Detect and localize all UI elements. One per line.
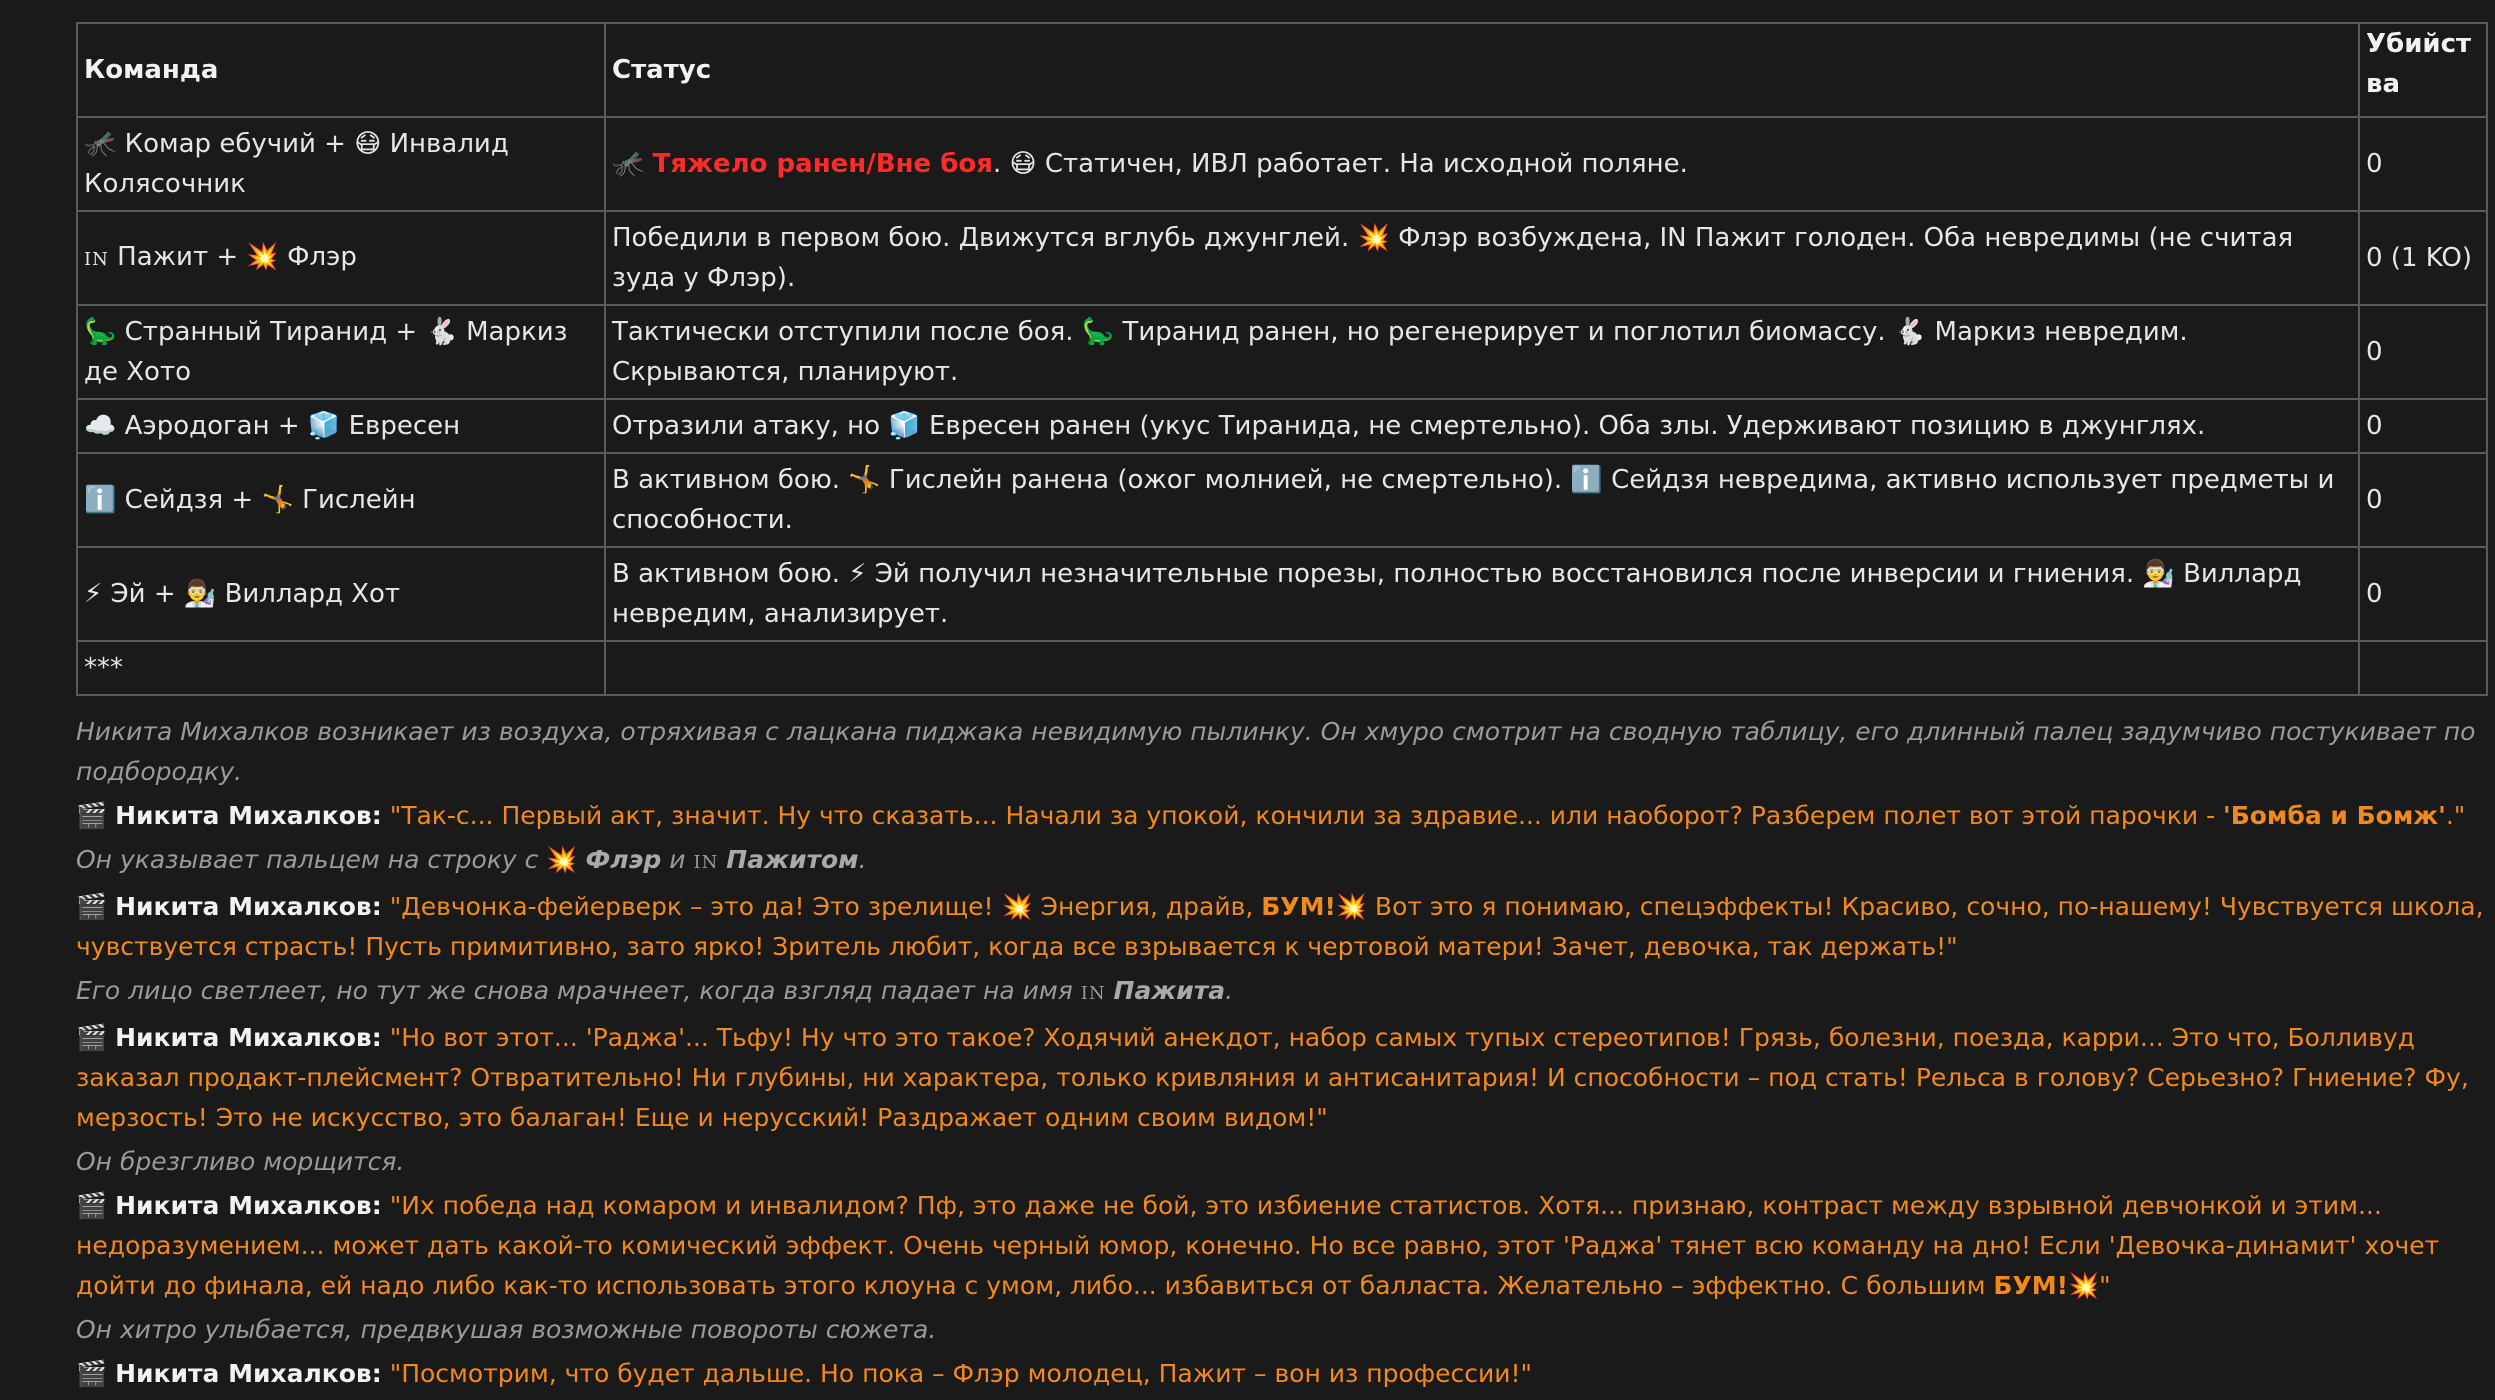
critical-status: Тяжело ранен/Вне боя bbox=[652, 149, 993, 179]
status-cell: В активном бою. 🤸 Гислейн ранена (ожог молнией, не смертельно). ℹ️ Сейдзя невредима, активно использует предметы и способности. bbox=[605, 453, 2359, 547]
chat-content bbox=[76, 22, 2486, 1398]
narration: Никита Михалков возникает из воздуха, отряхивая с лацкана пиджака невидимую пылинку. Он хмуро смотрит на сводную таблицу, его длинный палец задумчиво постукивает по подбородку. bbox=[76, 717, 2476, 786]
cloud-icon: ☁️ bbox=[84, 411, 117, 441]
status-cell: Тактически отступили после боя. 🦕 Тиранид ранен, но регенерирует и поглотил биомассу. 🐇 Маркиз невредим. Скрываются, планируют. bbox=[605, 305, 2359, 399]
speech: 🎬 Никита Михалков: "Девчонка-фейерверк – это да! Это зрелище! 💥 Энергия, драйв, БУМ!💥 Вот это я понимаю, спецэффекты! Красиво, сочно, по-нашему! Чувствуется школа, чувствуется страсть! Пусть примитивно, зато ярко! Зритель любит, когда все взрывается к чертовой матери! Зачет, девочка, так держать!" bbox=[76, 892, 2484, 961]
speech: 🎬 Никита Михалков: "Посмотрим, что будет дальше. Но пока – Флэр молодец, Пажит – вон из профессии!" bbox=[76, 1359, 1533, 1388]
status-table bbox=[76, 22, 2488, 696]
mosquito-icon: 🦟 bbox=[612, 149, 645, 179]
team-cell: ☁️ Аэродоган + 🧊 Евресен bbox=[77, 399, 605, 453]
status-cell: 🦟 Тяжело ранен/Вне боя. 😷 Статичен, ИВЛ работает. На исходной поляне. bbox=[605, 117, 2359, 211]
table-row bbox=[77, 453, 2487, 547]
kills-cell: 0 bbox=[2359, 117, 2487, 211]
input-letters-icon: IN bbox=[84, 248, 109, 270]
narration: Он хитро улыбается, предвкушая возможные повороты сюжета. bbox=[76, 1315, 937, 1344]
input-letters-icon: IN bbox=[1080, 983, 1106, 1004]
scientist-icon: 👨‍🔬 bbox=[183, 579, 217, 609]
kills-cell: 0 bbox=[2359, 547, 2487, 641]
table-header-row bbox=[77, 23, 2487, 117]
narration: Он указывает пальцем на строку с 💥 Флэр и IN Пажитом. bbox=[76, 845, 867, 874]
team-cell: 🦕 Странный Тиранид + 🐇 Маркиз де Хото bbox=[77, 305, 605, 399]
speaker-name: Никита Михалков bbox=[115, 801, 372, 830]
clapperboard-icon: 🎬 bbox=[76, 1191, 108, 1220]
table-row bbox=[77, 211, 2487, 305]
empty-cell bbox=[2359, 641, 2487, 695]
clapperboard-icon: 🎬 bbox=[76, 1023, 108, 1052]
story-text bbox=[76, 712, 2486, 1394]
header-team: Команда bbox=[77, 23, 605, 117]
kills-cell: 0 (1 KO) bbox=[2359, 211, 2487, 305]
empty-cell bbox=[605, 641, 2359, 695]
kills-cell: 0 bbox=[2359, 453, 2487, 547]
status-cell: В активном бою. ⚡ Эй получил незначительные порезы, полностью восстановился после инверсии и гниения. 👨‍🔬 Виллард невредим, анализирует. bbox=[605, 547, 2359, 641]
status-cell: Победили в первом бою. Движутся вглубь джунглей. 💥 Флэр возбуждена, IN Пажит голоден. Оба невредимы (не считая зуда у Флэр). bbox=[605, 211, 2359, 305]
footer-cell: *** bbox=[77, 641, 605, 695]
table-row bbox=[77, 399, 2487, 453]
cartwheel-icon: 🤸 bbox=[261, 485, 294, 515]
ice-cube-icon: 🧊 bbox=[307, 411, 341, 441]
collision-icon: 💥 bbox=[246, 241, 279, 272]
header-status: Статус bbox=[605, 23, 2359, 117]
table-row bbox=[77, 547, 2487, 641]
input-letters-icon: IN bbox=[693, 852, 719, 873]
clapperboard-icon: 🎬 bbox=[76, 892, 108, 921]
speaker-name: Никита Михалков bbox=[115, 892, 372, 921]
header-kills: Убийства bbox=[2359, 23, 2487, 117]
mosquito-icon: 🦟 bbox=[84, 129, 117, 159]
status-cell: Отразили атаку, но 🧊 Евресен ранен (укус Тиранида, не смертельно). Оба злы. Удерживают позицию в джунглях. bbox=[605, 399, 2359, 453]
clapperboard-icon: 🎬 bbox=[76, 801, 108, 830]
lightning-icon: ⚡ bbox=[84, 579, 103, 609]
info-icon: ℹ️ bbox=[84, 485, 117, 515]
narration: Его лицо светлеет, но тут же снова мрачнеет, когда взгляд падает на имя IN Пажита. bbox=[76, 976, 1234, 1005]
team-cell: ⚡ Эй + 👨‍🔬 Виллард Хот bbox=[77, 547, 605, 641]
clapperboard-icon: 🎬 bbox=[76, 1359, 108, 1388]
team-cell: IN Пажит + 💥 Флэр bbox=[77, 211, 605, 305]
sauropod-icon: 🦕 bbox=[84, 317, 117, 347]
speaker-name: Никита Михалков bbox=[115, 1359, 372, 1388]
mask-face-icon: 😷 bbox=[354, 129, 382, 159]
collision-icon: 💥 bbox=[546, 845, 578, 874]
speech: 🎬 Никита Михалков: "Так-с... Первый акт, значит. Ну что сказать... Начали за упокой, кончили за здравие... или наоборот? Разберем полет вот этой парочки - 'Бомба и Бомж'." bbox=[76, 801, 2466, 830]
rabbit-icon: 🐇 bbox=[425, 317, 458, 347]
team-cell: ℹ️ Сейдзя + 🤸 Гислейн bbox=[77, 453, 605, 547]
narration: Он брезгливо морщится. bbox=[76, 1147, 405, 1176]
kills-cell: 0 bbox=[2359, 399, 2487, 453]
speaker-name: Никита Михалков bbox=[115, 1023, 372, 1052]
speaker-name: Никита Михалков bbox=[115, 1191, 372, 1220]
team-cell: 🦟 Комар ебучий + 😷 Инвалид Колясочник bbox=[77, 117, 605, 211]
speech: 🎬 Никита Михалков: "Их победа над комаром и инвалидом? Пф, это даже не бой, это избиение статистов. Хотя... признаю, контраст между взрывной девчонкой и этим... недоразумением... может дать какой-то комический эффект. Очень черный юмор, конечно. Но все равно, этот 'Раджа' тянет всю команду на дно! Если 'Девочка-динамит' хочет дойти до финала, ей надо либо как-то использовать этого клоуна с умом, либо... избавиться от балласта. Желательно – эффектно. С большим БУМ!💥" bbox=[76, 1191, 2440, 1300]
table-row bbox=[77, 641, 2487, 695]
speech: 🎬 Никита Михалков: "Но вот этот... 'Раджа'... Тьфу! Ну что это такое? Ходячий анекдот, набор самых тупых стереотипов! Грязь, болезни, поезда, карри... Это что, Болливуд заказал продакт-плейсмент? Отвратительно! Ни глубины, ни характера, только кривляния и антисанитария! И способности – под стать! Рельса в голову? Серьезно? Гниение? Фу, мерзость! Это не искусство, это балаган! Еще и нерусский! Раздражает одним своим видом!" bbox=[76, 1023, 2469, 1132]
kills-cell: 0 bbox=[2359, 305, 2487, 399]
mask-face-icon: 😷 bbox=[1009, 149, 1037, 179]
table-row bbox=[77, 305, 2487, 399]
table-row bbox=[77, 117, 2487, 211]
